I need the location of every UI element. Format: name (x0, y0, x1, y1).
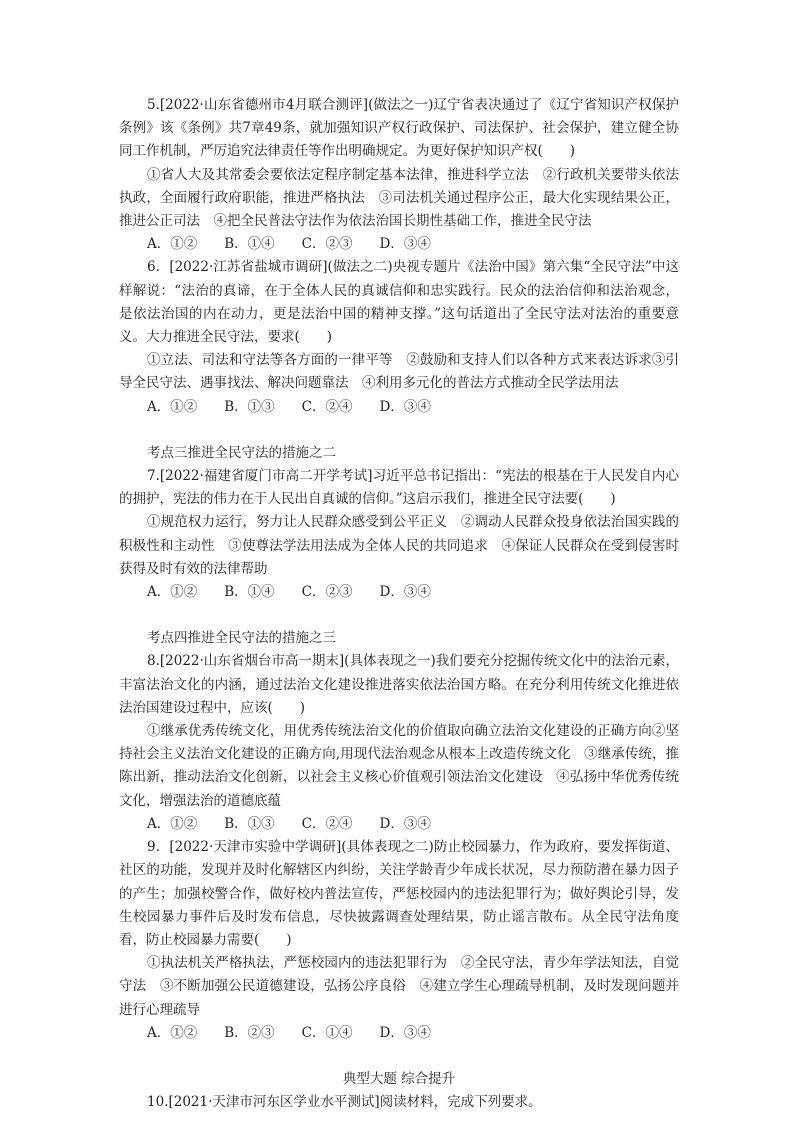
spacer (119, 604, 679, 627)
question-5-options: A．①② B．①④ C．②③ D．③④ (147, 236, 431, 253)
spacer (119, 419, 679, 442)
section-heading-4: 考点四推进全民守法的措施之三 (147, 630, 336, 647)
section-heading-big: 典型大题 综合提升 (342, 1070, 456, 1087)
question-6-options: A．①② B．①③ C．②④ D．③④ (147, 398, 431, 415)
question-10-stem: 10.[2021·天津市河东区学业水平测试]阅读材料，完成下列要求。 (147, 1094, 542, 1111)
question-7-items: ①规范权力运行，努力让人民群众感受到公平正义 ②调动人民群众投身依法治国实践的积极性和主动性 ③使尊法学法用法成为全体人民的共同追求 ④保证人民群众在受到侵害时获得及时有效的法律帮助 (119, 514, 679, 577)
question-8-options: A．①② B．①③ C．②④ D．③④ (147, 815, 431, 832)
page-content (119, 94, 679, 1114)
question-7-stem: 7.[2022·福建省厦门市高二开学考试]习近平总书记指出：“宪法的根基在于人民发自内心的拥护，宪法的伟力在于人民出自真诚的信仰。”这启示我们，推进全民守法要( ) (119, 468, 679, 508)
question-8-stem: 8.[2022·山东省烟台市高一期末](具体表现之一)我们要充分挖掘传统文化中的法治元素，丰富法治文化的内涵，通过法治文化建设推进落实依法治国方略。在充分利用传统文化推进依法治国建设过程中，应该( ) (119, 653, 679, 716)
question-6-items: ①立法、司法和守法等各方面的一律平等 ②鼓励和支持人们以各种方式来表达诉求③引导全民守法、遇事找法、解决问题靠法 ④利用多元化的普法方式推动全民学法用法 (119, 352, 679, 392)
question-9-stem: 9．[2022·天津市实验中学调研](具体表现之二)防止校园暴力，作为政府，要发挥街道、社区的功能，发现并及时化解辖区内纠纷，关注学龄青少年成长状况，尽力预防潜在暴力因子的产生；加强校警合作，做好校内普法宣传，严惩校园内的违法犯罪行为；做好舆论引导，发生校园暴力事件后及时发布信息，尽快披露调查处理结果，防止谣言散布。从全民守法角度看，防止校园暴力需要( ) (119, 839, 679, 948)
question-9-options: A．①② B．②③ C．①④ D．③④ (147, 1024, 431, 1041)
section-heading-3: 考点三推进全民守法的措施之二 (147, 444, 336, 461)
question-5-items: ①省人大及其常委会要依法定程序制定基本法律，推进科学立法 ②行政机关要带头依法执政，全面履行政府职能，推进严格执法 ③司法机关通过程序公正，最大化实现结果公正，推进公正司法 ④把全民普法守法作为依法治国长期性基础工作，推进全民守法 (119, 166, 679, 230)
question-7-options: A．①② B．①④ C．②③ D．③④ (147, 584, 431, 601)
question-6-stem: 6．[2022·江苏省盐城市调研](做法之二)央视专题片《法治中国》第六集“全民守法”中这样解说：“法治的真谛，在于全体人民的真诚信仰和忠实践行。民众的法治信仰和法治观念，是依法治国的内在动力，更是法治中国的精神支撑。”这句话道出了全民守法对法治的重要意义。大力推进全民守法，要求( ) (119, 259, 679, 346)
question-5-stem: 5.[2022·山东省德州市4月联合测评](做法之一)辽宁省表决通过了《辽宁省知识产权保护条例》该《条例》共7章49条，就加强知识产权行政保护、司法保护、社会保护，建立健全协同工作机制，严厉追究法律责任等作出明确规定。为更好保护知识产权( ) (119, 97, 679, 160)
question-8-items: ①继承优秀传统文化，用优秀传统法治文化的价值取向确立法治文化建设的正确方向②坚持社会主义法治文化建设的正确方向,用现代法治观念从根本上改造传统文化 ③继承传统，推陈出新，推动法治文化创新，以社会主义核心价值观引领法治文化建设 ④弘扬中华优秀传统文化，增强法治的道德底蕴 (119, 723, 679, 809)
question-9-items: ①执法机关严格执法，严惩校园内的违法犯罪行为 ②全民守法，青少年学法知法，自觉守法 ③不断加强公民道德建设，弘扬公序良俗 ④建立学生心理疏导机制，及时发现问题并进行心理疏导 (119, 955, 679, 1018)
spacer (119, 1045, 679, 1068)
